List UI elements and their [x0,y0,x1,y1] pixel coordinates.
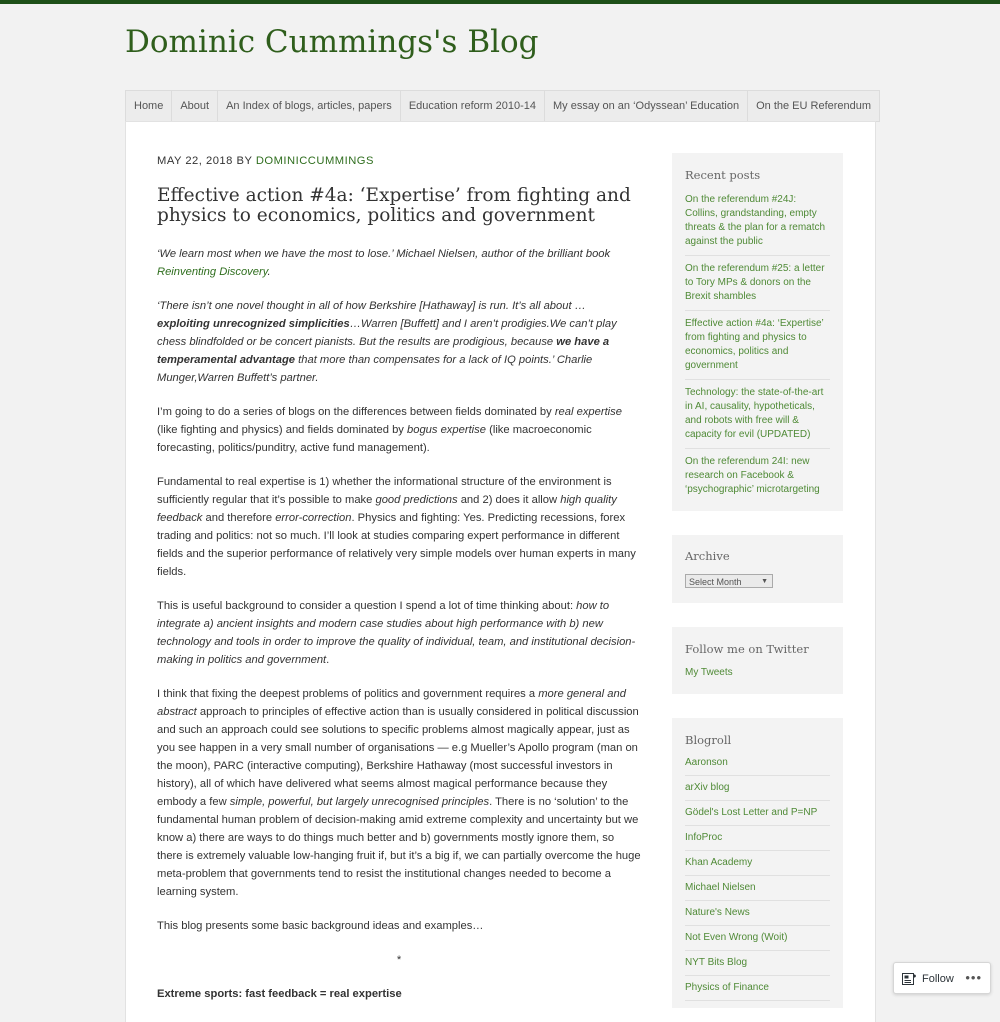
archive-title: Archive [685,549,730,563]
nav-odyssean-essay[interactable]: My essay on an ‘Odyssean’ Education [545,91,748,121]
twitter-widget [672,627,843,694]
blogroll-item[interactable]: Aaronson [685,756,830,776]
paragraph-fixing [157,685,641,901]
p6-c: . There is no ‘solution’ to the fundamental human problem of decision-making amid extreme complexity and uncertainty but we know a) there are ways to do things much better and b) governments mostly ignore them, so there is extremely valuable low-hanging fruit if, but it’s a big if, we can partially overcome the huge meta-problem that governments tend to resist the institutional changes needed to become a learning system. [157,796,641,898]
p4-d: . Physics and fighting: Yes. Predicting recessions, forex trading and politics: not so much. I’ll look at studies comparing expert performance in different fields and the superior performance of relatively very simple models over human experts in many fields. [157,512,636,578]
blogroll-item[interactable]: Gödel's Lost Letter and P=NP [685,806,830,826]
chevron-down-icon: ▼ [761,578,768,585]
p4-em2: high quality feedback [157,494,617,524]
my-tweets-link[interactable]: My Tweets [685,667,733,678]
nav-index[interactable]: An Index of blogs, articles, papers [218,91,401,121]
follow-label: Follow [922,973,954,985]
post-date[interactable]: MAY 22, 2018 [157,155,233,167]
archive-widget [672,535,843,603]
main-navigation [125,90,880,122]
q1-end: . [267,266,271,278]
paragraph-background [157,597,641,669]
paragraph-fundamental [157,473,641,581]
p4-c: and therefore [202,512,276,524]
archive-select-value: Select Month [689,577,742,587]
q2-bold-a: exploiting unrecognized simplicities [157,318,350,330]
nav-about[interactable]: About [172,91,218,121]
twitter-title: Follow me on Twitter [685,642,809,656]
paragraph-series [157,403,641,457]
quote-munger [157,297,641,387]
post-by: BY [236,155,253,167]
p5-a: This is useful background to consider a question I spend a lot of time thinking about: [157,600,577,612]
recent-post-item[interactable]: Effective action #4a: ‘Expertise’ from fighting and physics to economics, politics and government [685,317,830,380]
q2-text-a: ‘There isn’t one novel thought in all of how Berkshire [Hathaway] is run. It’s all about … [157,300,586,312]
p3-em2: bogus expertise [407,424,486,436]
paragraph-presents: This blog presents some basic background ideas and examples… [157,920,484,932]
p4-em3: error-correction [275,512,352,524]
blogroll-title: Blogroll [685,733,732,747]
p4-a: Fundamental to real expertise is 1) whether the informational structure of the environment is sufficiently regular that it’s possible to make [157,476,612,506]
recent-posts-widget [672,153,843,511]
q2-bold-b: we have a temperamental advantage [157,336,610,366]
blogroll-item[interactable]: Physics of Finance [685,981,830,1001]
top-accent-bar [0,0,1000,4]
q2-text-c: …Warren [Buffett] and I aren’t prodigies.We can’t play chess blindfolded or be concert pianists. But the results are prodigious, because [157,318,617,348]
blogroll-widget [672,718,843,1008]
nav-home[interactable]: Home [126,91,172,121]
blogroll-item[interactable]: NYT Bits Blog [685,956,830,976]
follow-reader-icon [902,973,916,985]
p5-em: how to integrate a) ancient insights and modern case studies about high performance with b) new technology and tools in order to improve the quality of individual, team, and institutional decision-making in politics and government [157,600,636,666]
p5-b: . [326,654,330,666]
post-title: Effective action #4a: ‘Expertise’ from fighting and physics to economics, politics and government [157,185,631,226]
blogroll-item[interactable]: Not Even Wrong (Woit) [685,931,830,951]
recent-post-item[interactable]: On the referendum #25: a letter to Tory MPs & donors on the Brexit shambles [685,262,830,311]
quote-nielsen [157,245,641,281]
q2-text-d: that more than compensates for a lack of IQ points.’ Charlie Munger,Warren Buffett’s partner. [157,354,593,384]
p6-a: I think that fixing the deepest problems of politics and government requires a [157,688,539,700]
p3-a: I’m going to do a series of blogs on the differences between fields dominated by [157,406,555,418]
p3-b: (like fighting and physics) and fields dominated by [157,424,407,436]
blogroll-item[interactable]: InfoProc [685,831,830,851]
post-article [157,152,641,1019]
p4-b: and 2) does it allow [457,494,561,506]
site-title[interactable]: Dominic Cummings's Blog [125,24,539,60]
p6-em2: simple, powerful, but largely unrecognised principles [229,796,490,808]
blogroll-item[interactable]: Nature's News [685,906,830,926]
archive-month-select[interactable] [685,574,773,588]
blogroll-item[interactable]: Khan Academy [685,856,830,876]
p3-c: (like macroeconomic forecasting, politics/punditry, active fund management). [157,424,592,454]
follow-bar [893,962,991,994]
q1-text: ‘We learn most when we have the most to lose.’ Michael Nielsen, author of the brilliant book [157,248,611,260]
recent-post-item[interactable]: On the referendum #24J: Collins, grandstanding, empty threats & the plan for a rematch against the public [685,193,830,256]
p3-em1: real expertise [554,406,622,418]
post-author-link[interactable]: DOMINICCUMMINGS [255,155,374,167]
blogroll-list [685,756,830,1006]
follow-button[interactable] [902,970,954,988]
p6-b: approach to principles of effective action than is usually considered in political discussion and such an approach could see solutions to specific problems almost magically appear, just as you see happen in a very small number of organisations — e.g Mueller’s Apollo program (man on the moon), PARC (interactive computing), Berkshire Hathaway (most successful investors in history), all of which have delivered what seems almost magical performance because they embody a few [157,706,639,808]
post-meta [157,152,641,170]
more-options-icon[interactable]: ••• [965,970,982,985]
section-heading-extreme-sports: Extreme sports: fast feedback = real expertise [157,988,402,1000]
recent-post-item[interactable]: Technology: the state-of-the-art in AI, causality, hypotheticals, and robots with free will & capacity for evil (UPDATED) [685,386,830,449]
section-separator: * [396,954,402,966]
reinventing-discovery-link[interactable]: Reinventing Discovery [157,266,268,278]
recent-posts-title: Recent posts [685,168,761,182]
blogroll-item[interactable]: Michael Nielsen [685,881,830,901]
blogroll-item[interactable]: arXiv blog [685,781,830,801]
nav-education-reform[interactable]: Education reform 2010-14 [401,91,545,121]
nav-eu-referendum[interactable]: On the EU Referendum [756,100,872,112]
recent-post-item[interactable]: On the referendum 24I: new research on Facebook & ‘psychographic’ microtargeting [685,456,820,495]
p6-em1: more general and abstract [157,688,626,718]
recent-posts-list [685,193,830,509]
p4-em1: good predictions [375,494,458,506]
